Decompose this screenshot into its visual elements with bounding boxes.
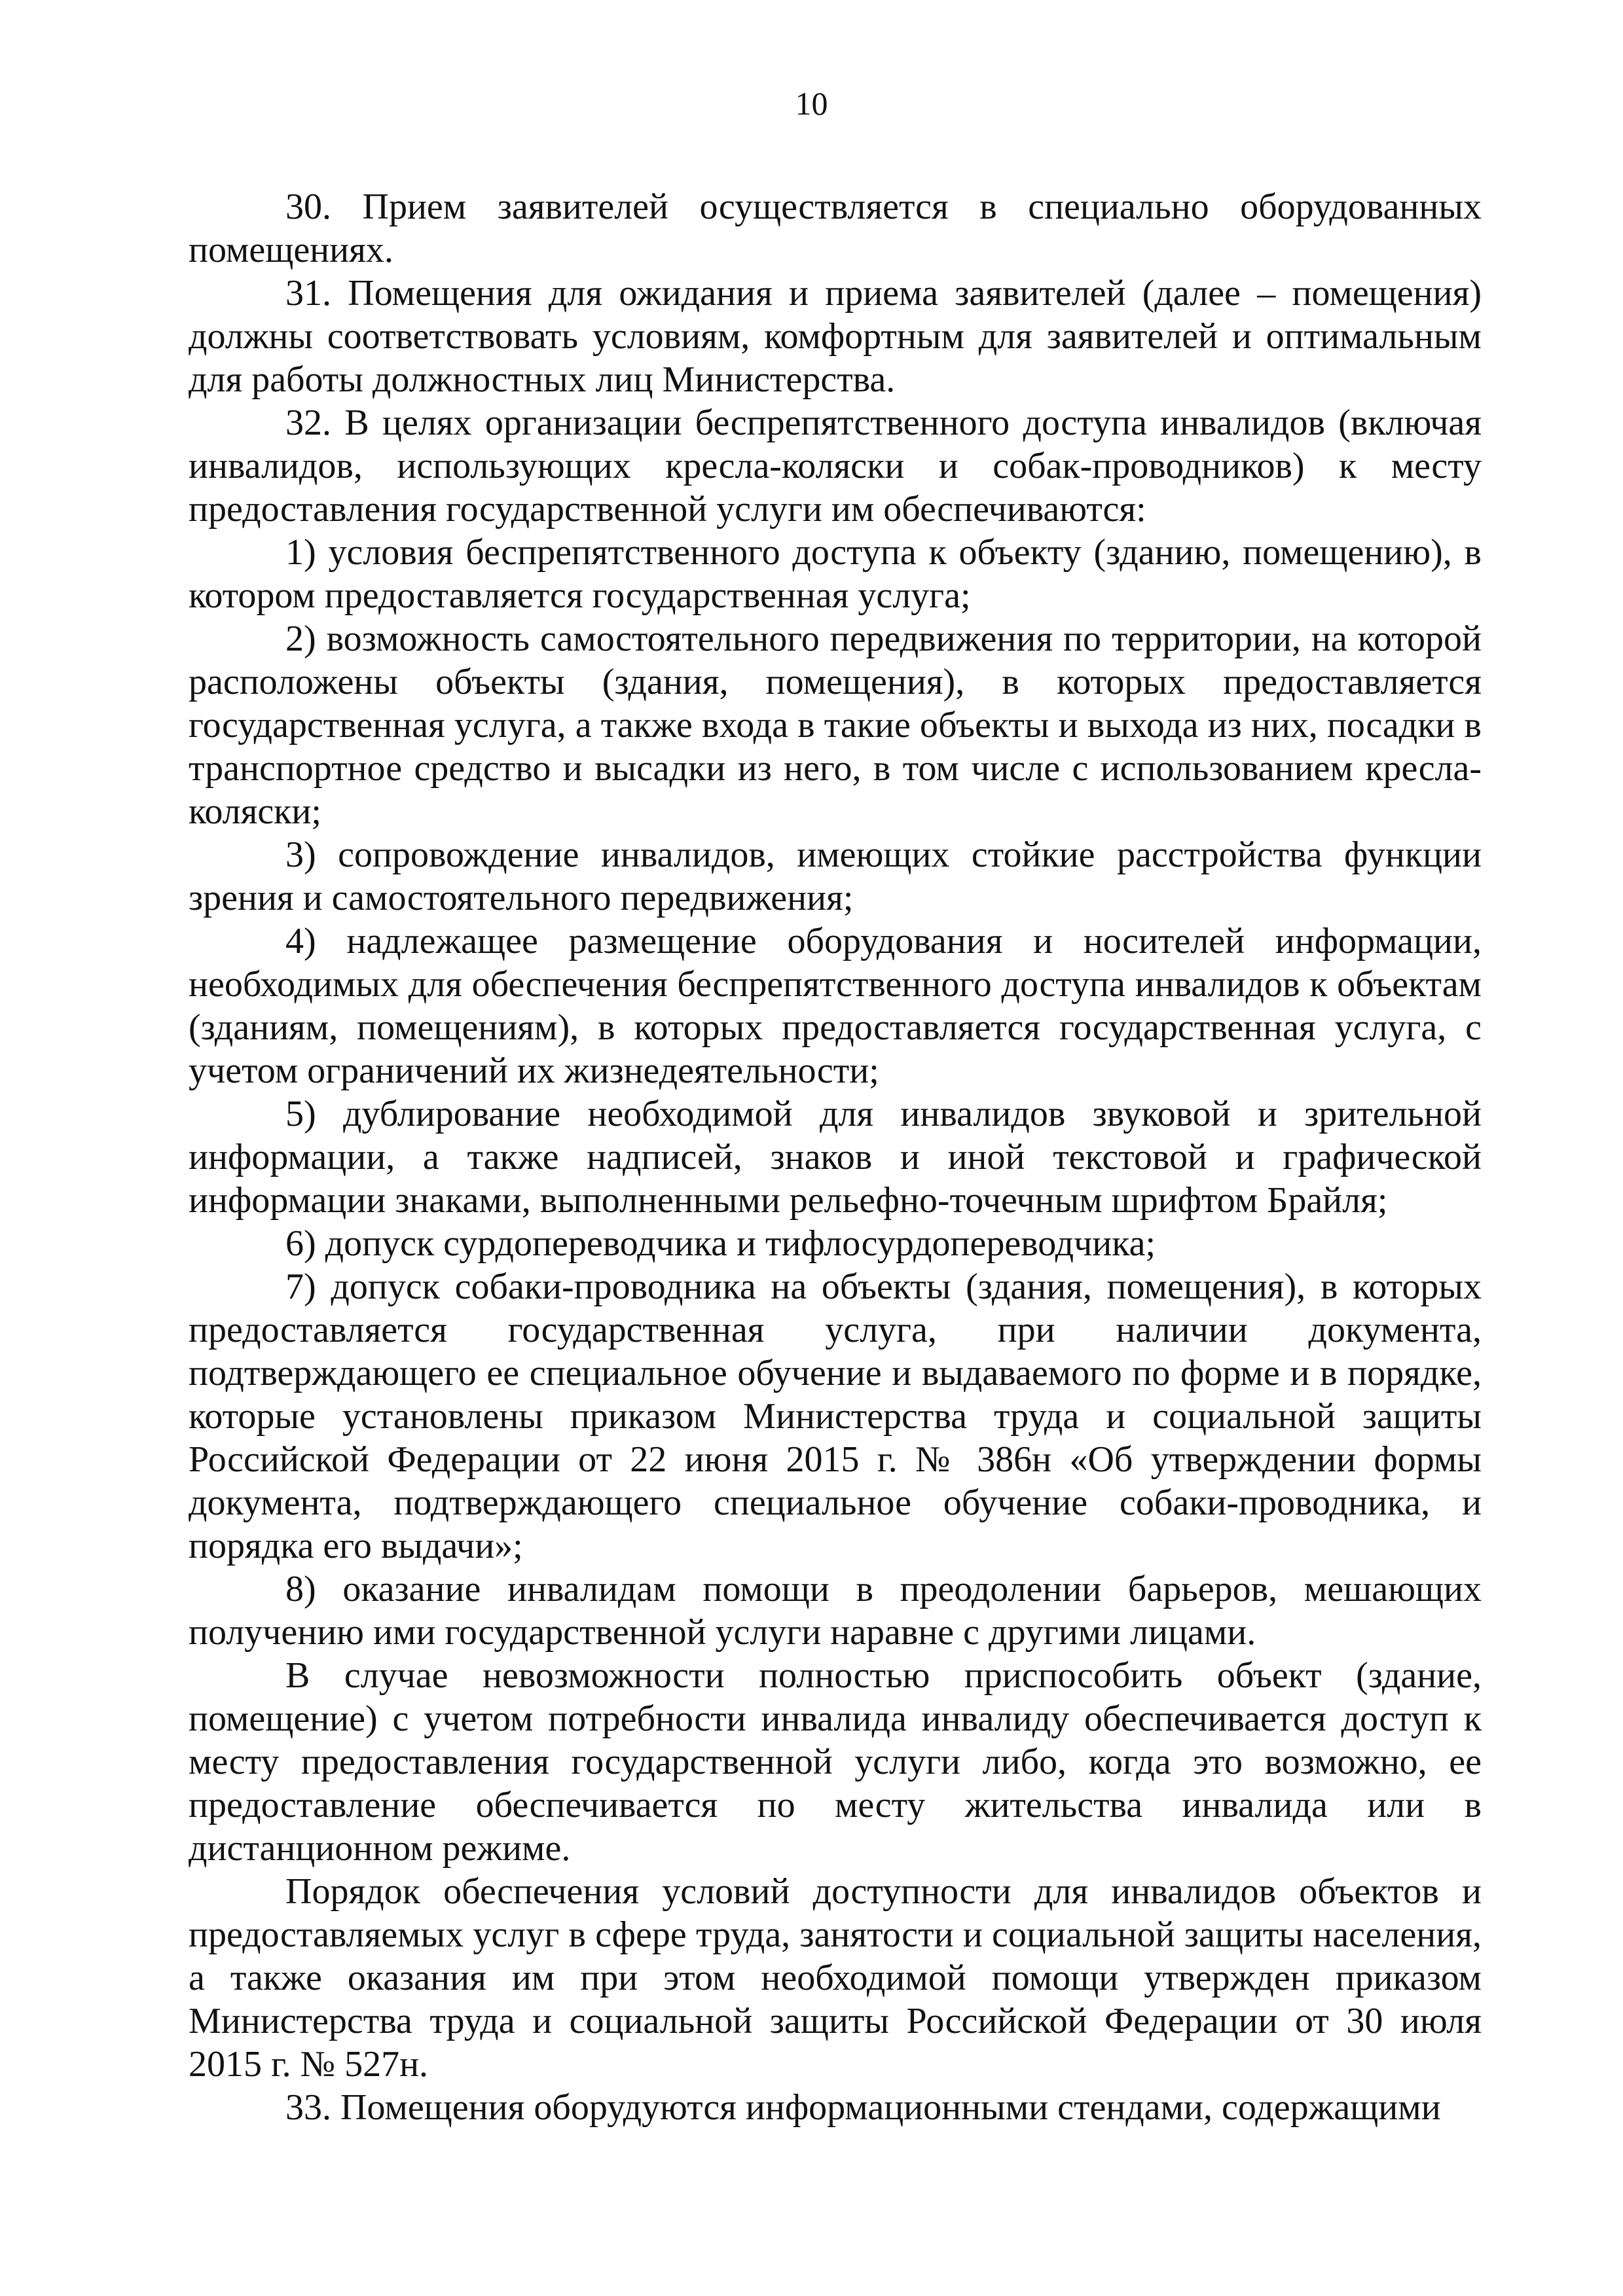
- list-item-2: 2) возможность самостоятельного передвижения по территории, на которой расположены объекты (здания, помещения), в которых предоставляется государственная услуга, а также входа в такие объекты и выхода из них, посадки в транспортное средство и высадки из него, в том числе с использованием кресла-коляски;: [189, 619, 1482, 832]
- list-item-3: 3) сопровождение инвалидов, имеющих стойкие расстройства функции зрения и самостоятельного передвижения;: [189, 834, 1482, 918]
- list-item-5: 5) дублирование необходимой для инвалидов звуковой и зрительной информации, а также надписей, знаков и иной текстовой и графической информации знаками, выполненными рельефно-точечным шрифтом Брайля;: [189, 1094, 1482, 1221]
- paragraph-impossibility: В случае невозможности полностью приспособить объект (здание, помещение) с учетом потребности инвалида инвалиду обеспечивается доступ к месту предоставления государственной услуги либо, когда это возможно, ее предоставление обеспечивается по месту жительства инвалида или в дистанционном режиме.: [189, 1655, 1482, 1869]
- list-item-6: 6) допуск сурдопереводчика и тифлосурдопереводчика;: [285, 1223, 1156, 1264]
- list-item-7: 7) допуск собаки-проводника на объекты (здания, помещения), в которых предоставляется государственная услуга, при наличии документа, подтверждающего ее специальное обучение и выдаваемого по форме и в порядке, которые установлены приказом Министерства труда и социальной защиты Российской Федерации от 22 июня 2015 г. № 386н «Об утверждении формы документа, подтверждающего специальное обучение собаки-проводника, и порядка его выдачи»;: [189, 1266, 1482, 1566]
- list-item-1: 1) условия беспрепятственного доступа к объекту (зданию, помещению), в котором предоставляется государственная услуга;: [189, 532, 1482, 616]
- paragraph-30: 30. Прием заявителей осуществляется в специально оборудованных помещениях.: [189, 187, 1482, 270]
- list-item-4: 4) надлежащее размещение оборудования и носителей информации, необходимых для обеспечения беспрепятственного доступа инвалидов к объектам (зданиям, помещениям), в которых предоставляется государственная услуга, с учетом ограничений их жизнедеятельности;: [189, 921, 1482, 1091]
- paragraph-accessibility-order: Порядок обеспечения условий доступности для инвалидов объектов и предоставляемых услуг в сфере труда, занятости и социальной защиты населения, а также оказания им при этом необходимой помощи утвержден приказом Министерства труда и социальной защиты Российской Федерации от 30 июля 2015 г. № 527н.: [189, 1871, 1482, 2085]
- paragraph-31: 31. Помещения для ожидания и приема заявителей (далее – помещения) должны соответствовать условиям, комфортным для заявителей и оптимальным для работы должностных лиц Министерства.: [189, 273, 1482, 400]
- document-body: [189, 185, 1482, 2129]
- list-item-8: 8) оказание инвалидам помощи в преодолении барьеров, мешающих получению ими государственной услуги наравне с другими лицами.: [189, 1569, 1482, 1653]
- paragraph-32: 32. В целях организации беспрепятственного доступа инвалидов (включая инвалидов, использующих кресла-коляски и собак-проводников) к месту предоставления государственной услуги им обеспечиваются:: [189, 403, 1482, 529]
- page-number: 10: [795, 85, 828, 122]
- paragraph-33: 33. Помещения оборудуются информационными стендами, содержащими: [285, 2087, 1441, 2128]
